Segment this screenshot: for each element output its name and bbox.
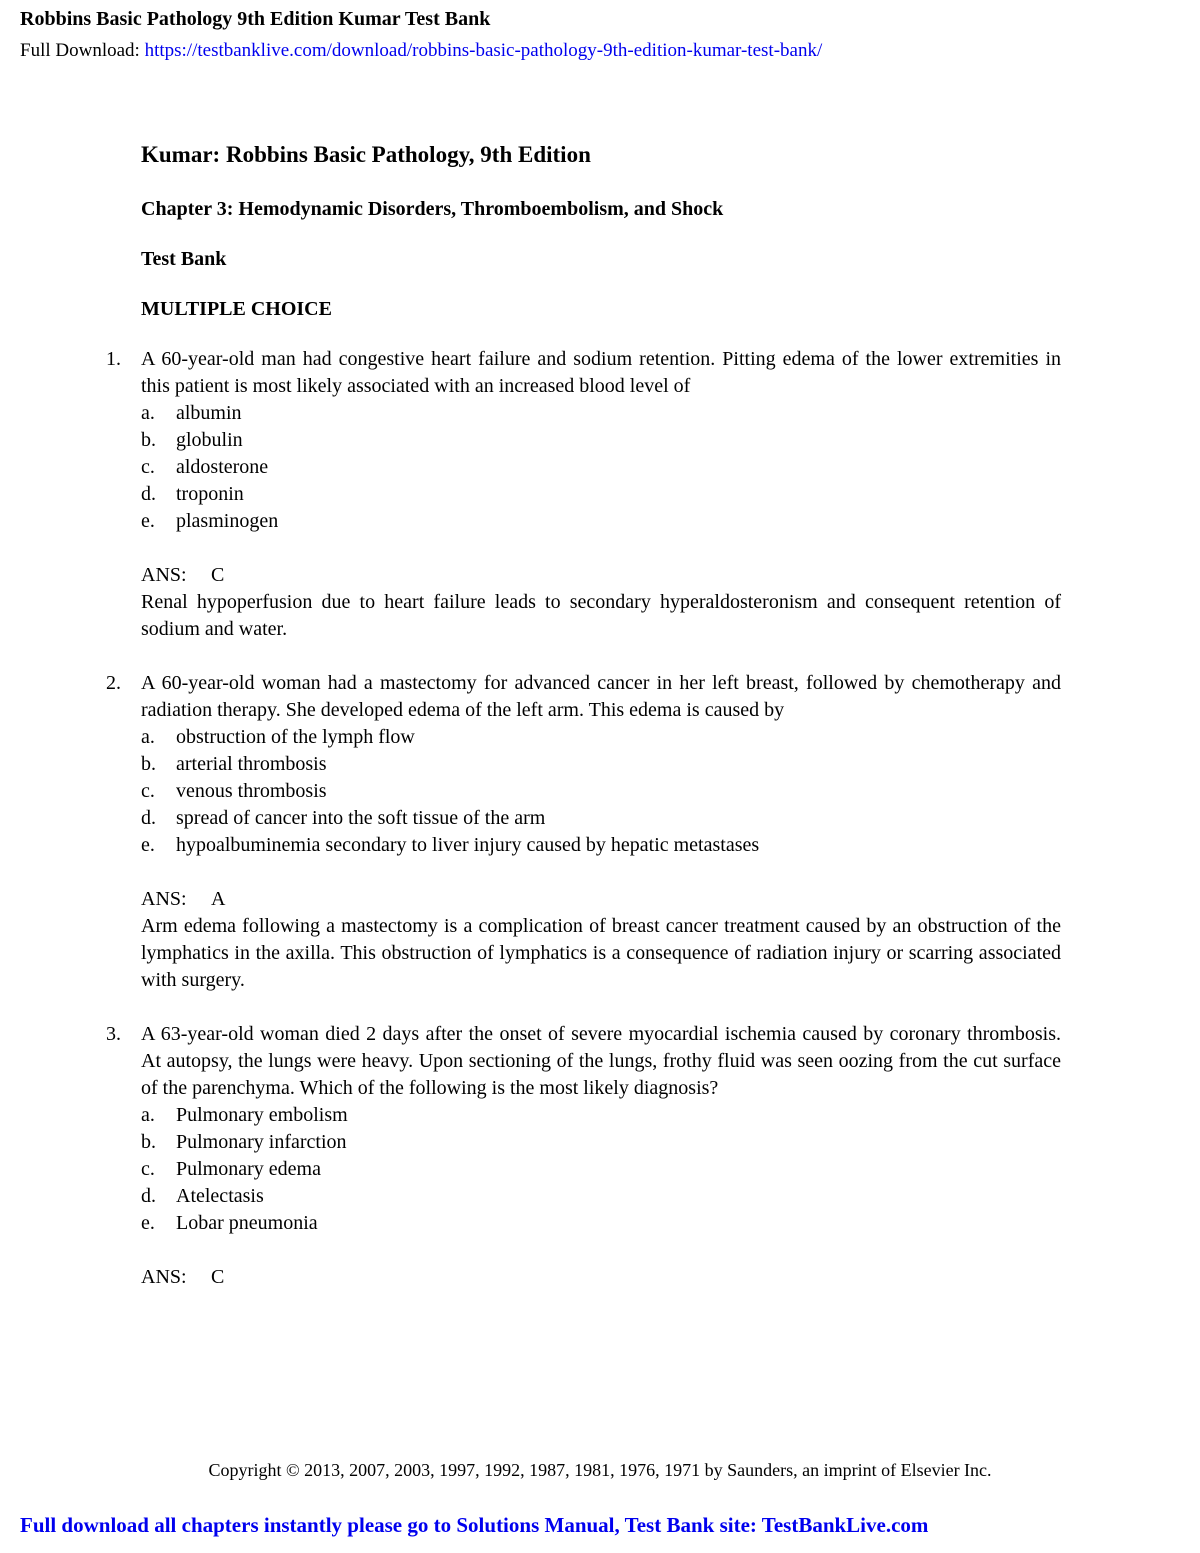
option-text: Lobar pneumonia [176,1212,318,1234]
option-b [141,751,1061,778]
option-text: Pulmonary embolism [176,1104,348,1126]
option-c [141,454,1061,481]
option-letter: c. [141,780,155,802]
option-letter: a. [141,402,155,424]
header-title: Robbins Basic Pathology 9th Edition Kumar Test Bank [20,8,491,30]
option-e [141,1210,1061,1237]
option-text: aldosterone [176,456,269,478]
option-c [141,1156,1061,1183]
answer [141,562,1061,589]
option-letter: a. [141,726,155,748]
option-d [141,1183,1061,1210]
option-e [141,508,1061,535]
answer-label: ANS: [141,564,187,586]
answer [141,1264,1061,1291]
option-d [141,805,1061,832]
option-text: Pulmonary infarction [176,1131,347,1153]
option-text: globulin [176,429,243,451]
answer-label: ANS: [141,888,187,910]
option-letter: c. [141,1158,155,1180]
question-number: 2. [106,672,121,694]
chapter-title: Chapter 3: Hemodynamic Disorders, Thromboembolism, and Shock [141,198,724,220]
answer-value: C [211,564,225,586]
option-text: arterial thrombosis [176,753,327,775]
option-letter: b. [141,429,156,451]
option-b [141,427,1061,454]
answer-explanation: Renal hypoperfusion due to heart failure leads to secondary hyperaldosteronism and consequent retention of sodium and water. [141,591,1061,640]
option-letter: d. [141,1185,156,1207]
option-text: plasminogen [176,510,279,532]
question-number: 1. [106,348,121,370]
question-3 [106,1021,1061,1291]
question-stem: A 63-year-old woman died 2 days after the onset of severe myocardial ischemia caused by coronary thrombosis. At autopsy, the lungs were heavy. Upon sectioning of the lungs, frothy fluid was seen oozing from the cut surface of the parenchyma. Which of the following is the most likely diagnosis? [141,1023,1061,1099]
option-text: venous thrombosis [176,780,327,802]
option-letter: a. [141,1104,155,1126]
option-text: Atelectasis [176,1185,264,1207]
option-d [141,481,1061,508]
option-a [141,724,1061,751]
option-c [141,778,1061,805]
option-text: albumin [176,402,242,424]
subsection-title: MULTIPLE CHOICE [141,298,332,320]
option-letter: c. [141,456,155,478]
copyright-notice: Copyright © 2013, 2007, 2003, 1997, 1992, 1987, 1981, 1976, 1971 by Saunders, an imprint of Elsevier Inc. [208,1460,992,1480]
option-text: spread of cancer into the soft tissue of the arm [176,807,546,829]
question-1 [106,346,1061,643]
option-text: Pulmonary edema [176,1158,321,1180]
answer-explanation: Arm edema following a mastectomy is a complication of breast cancer treatment caused by an obstruction of the lymphatics in the axilla. This obstruction of lymphatics is a consequence of radiation injury or scarring associated with surgery. [141,915,1061,991]
answer-label: ANS: [141,1266,187,1288]
answer [141,886,1061,913]
question-stem: A 60-year-old woman had a mastectomy for advanced cancer in her left breast, followed by chemotherapy and radiation therapy. She developed edema of the left arm. This edema is caused by [141,672,1061,721]
answer-value: C [211,1266,225,1288]
book-title: Kumar: Robbins Basic Pathology, 9th Edition [141,142,591,167]
option-letter: d. [141,483,156,505]
answer-value: A [211,888,226,910]
question-2 [106,670,1061,994]
option-a [141,400,1061,427]
option-b [141,1129,1061,1156]
question-stem: A 60-year-old man had congestive heart failure and sodium retention. Pitting edema of the lower extremities in this patient is most likely associated with an increased blood level of [141,348,1061,397]
option-letter: b. [141,753,156,775]
option-letter: d. [141,807,156,829]
document-body [106,142,1061,1318]
option-letter: e. [141,510,155,532]
option-text: hypoalbuminemia secondary to liver injury caused by hepatic metastases [176,834,760,856]
option-a [141,1102,1061,1129]
option-letter: e. [141,834,155,856]
option-text: obstruction of the lymph flow [176,726,415,748]
footer-banner: Full download all chapters instantly please go to Solutions Manual, Test Bank site: TestBankLive.com [20,1513,929,1537]
option-text: troponin [176,483,244,505]
download-line [20,40,822,62]
section-title: Test Bank [141,248,227,270]
option-e [141,832,1061,859]
download-link[interactable]: https://testbanklive.com/download/robbins-basic-pathology-9th-edition-kumar-test-bank/ [144,40,823,61]
option-letter: b. [141,1131,156,1153]
option-letter: e. [141,1212,155,1234]
question-number: 3. [106,1023,121,1045]
download-label: Full Download: [20,40,145,61]
